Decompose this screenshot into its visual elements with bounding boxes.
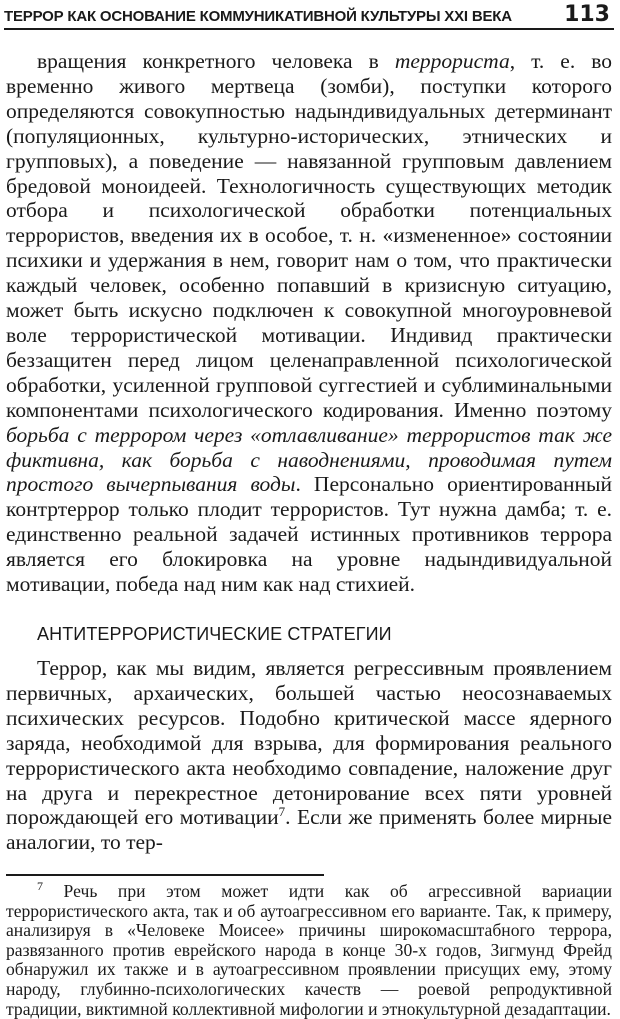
- paragraph-text: , т. е. во временно живого мертвеца (зомби), поступки которого определяются совокупностью надындивидуальных детерминант (популяционных, культурно-исторических, этнических и групповых), а поведение — навязанной групповым давлением бредовой моноидеей. Технологичность существующих методик отбора и психологической обработки потенциальных террористов, введения их в особое, т. н. «измененное» состоянии психики и удержания в нем, говорит нам о том, что практически каждый человек, особенно попавший в кризисную ситуацию, может быть искусно подключен к совокупной многоуровневой воле террористической мотивации. Индивид практически беззащитен перед лицом целенаправленной психологической обработки, усиленной групповой суггестией и сублиминальными компонентами психологического кодирования. Именно поэтому: [6, 49, 613, 422]
- running-header: [4, 2, 614, 28]
- footnote-text: Речь при этом может идти как об агрессивной вариации террористического акта, так и об аутоагрессивном его варианте. Так, к примеру, анализируя в «Человеке Моисее» причины широкомасштабного террора, развязанного против еврейского народа в конце 30-х годов, Зигмунд Фрейд обнаружил их также и в аутоагрессивном проявлении присущих ему, этому народу, глубинно-психологических качеств — роевой репродуктивной традиции, виктимной коллективной мифологии и этнокультурной дезадаптации.: [6, 881, 612, 1019]
- emphasis-text: террориста: [394, 49, 510, 73]
- paragraph-text: . Персонально ориентированный контртеррор только плодит террористов. Тут нужна дамба; т. е. единственно реальной задачей истинных противников террора является его блокировка на уровне надындивидуальной мотивации, победа над ним как над стихией.: [6, 472, 612, 597]
- footnote-number: 7: [37, 879, 43, 894]
- footnote-separator: [6, 874, 324, 876]
- paragraph-text: . Если же применять более мирные аналогии, то тер-: [6, 805, 613, 855]
- paragraph-continued: [6, 49, 612, 597]
- header-rule: [4, 28, 614, 30]
- emphasis-text: борьба с террором через «отлавливание» террористов так же фиктивна, как борьба с наводнениями, проводимая путем простого вычерпывания воды: [6, 422, 612, 497]
- page-number: 113: [564, 2, 610, 27]
- running-title: ТЕРРОР КАК ОСНОВАНИЕ КОММУНИКАТИВНОЙ КУЛЬТУРЫ XXI ВЕКА: [4, 8, 512, 25]
- paragraph-text: вращения конкретного человека в: [37, 49, 395, 73]
- footnote: [6, 879, 612, 1019]
- section-heading: АНТИТЕРРОРИСТИЧЕСКИЕ СТРАТЕГИИ: [37, 624, 392, 644]
- footnote-reference[interactable]: 7: [278, 804, 286, 820]
- paragraph-text: Террор, как мы видим, является регрессивным проявлением первичных, архаических, большей частью неосознаваемых психических ресурсов. Подобно критической массе ядерного заряда, необходимой для взрыва, для формирования реального террористического акта необходимо совпадение, наложение друг на друга и перекрестное детонирование всех пяти уровней порождающей его мотивации: [6, 656, 612, 830]
- paragraph: [6, 656, 612, 855]
